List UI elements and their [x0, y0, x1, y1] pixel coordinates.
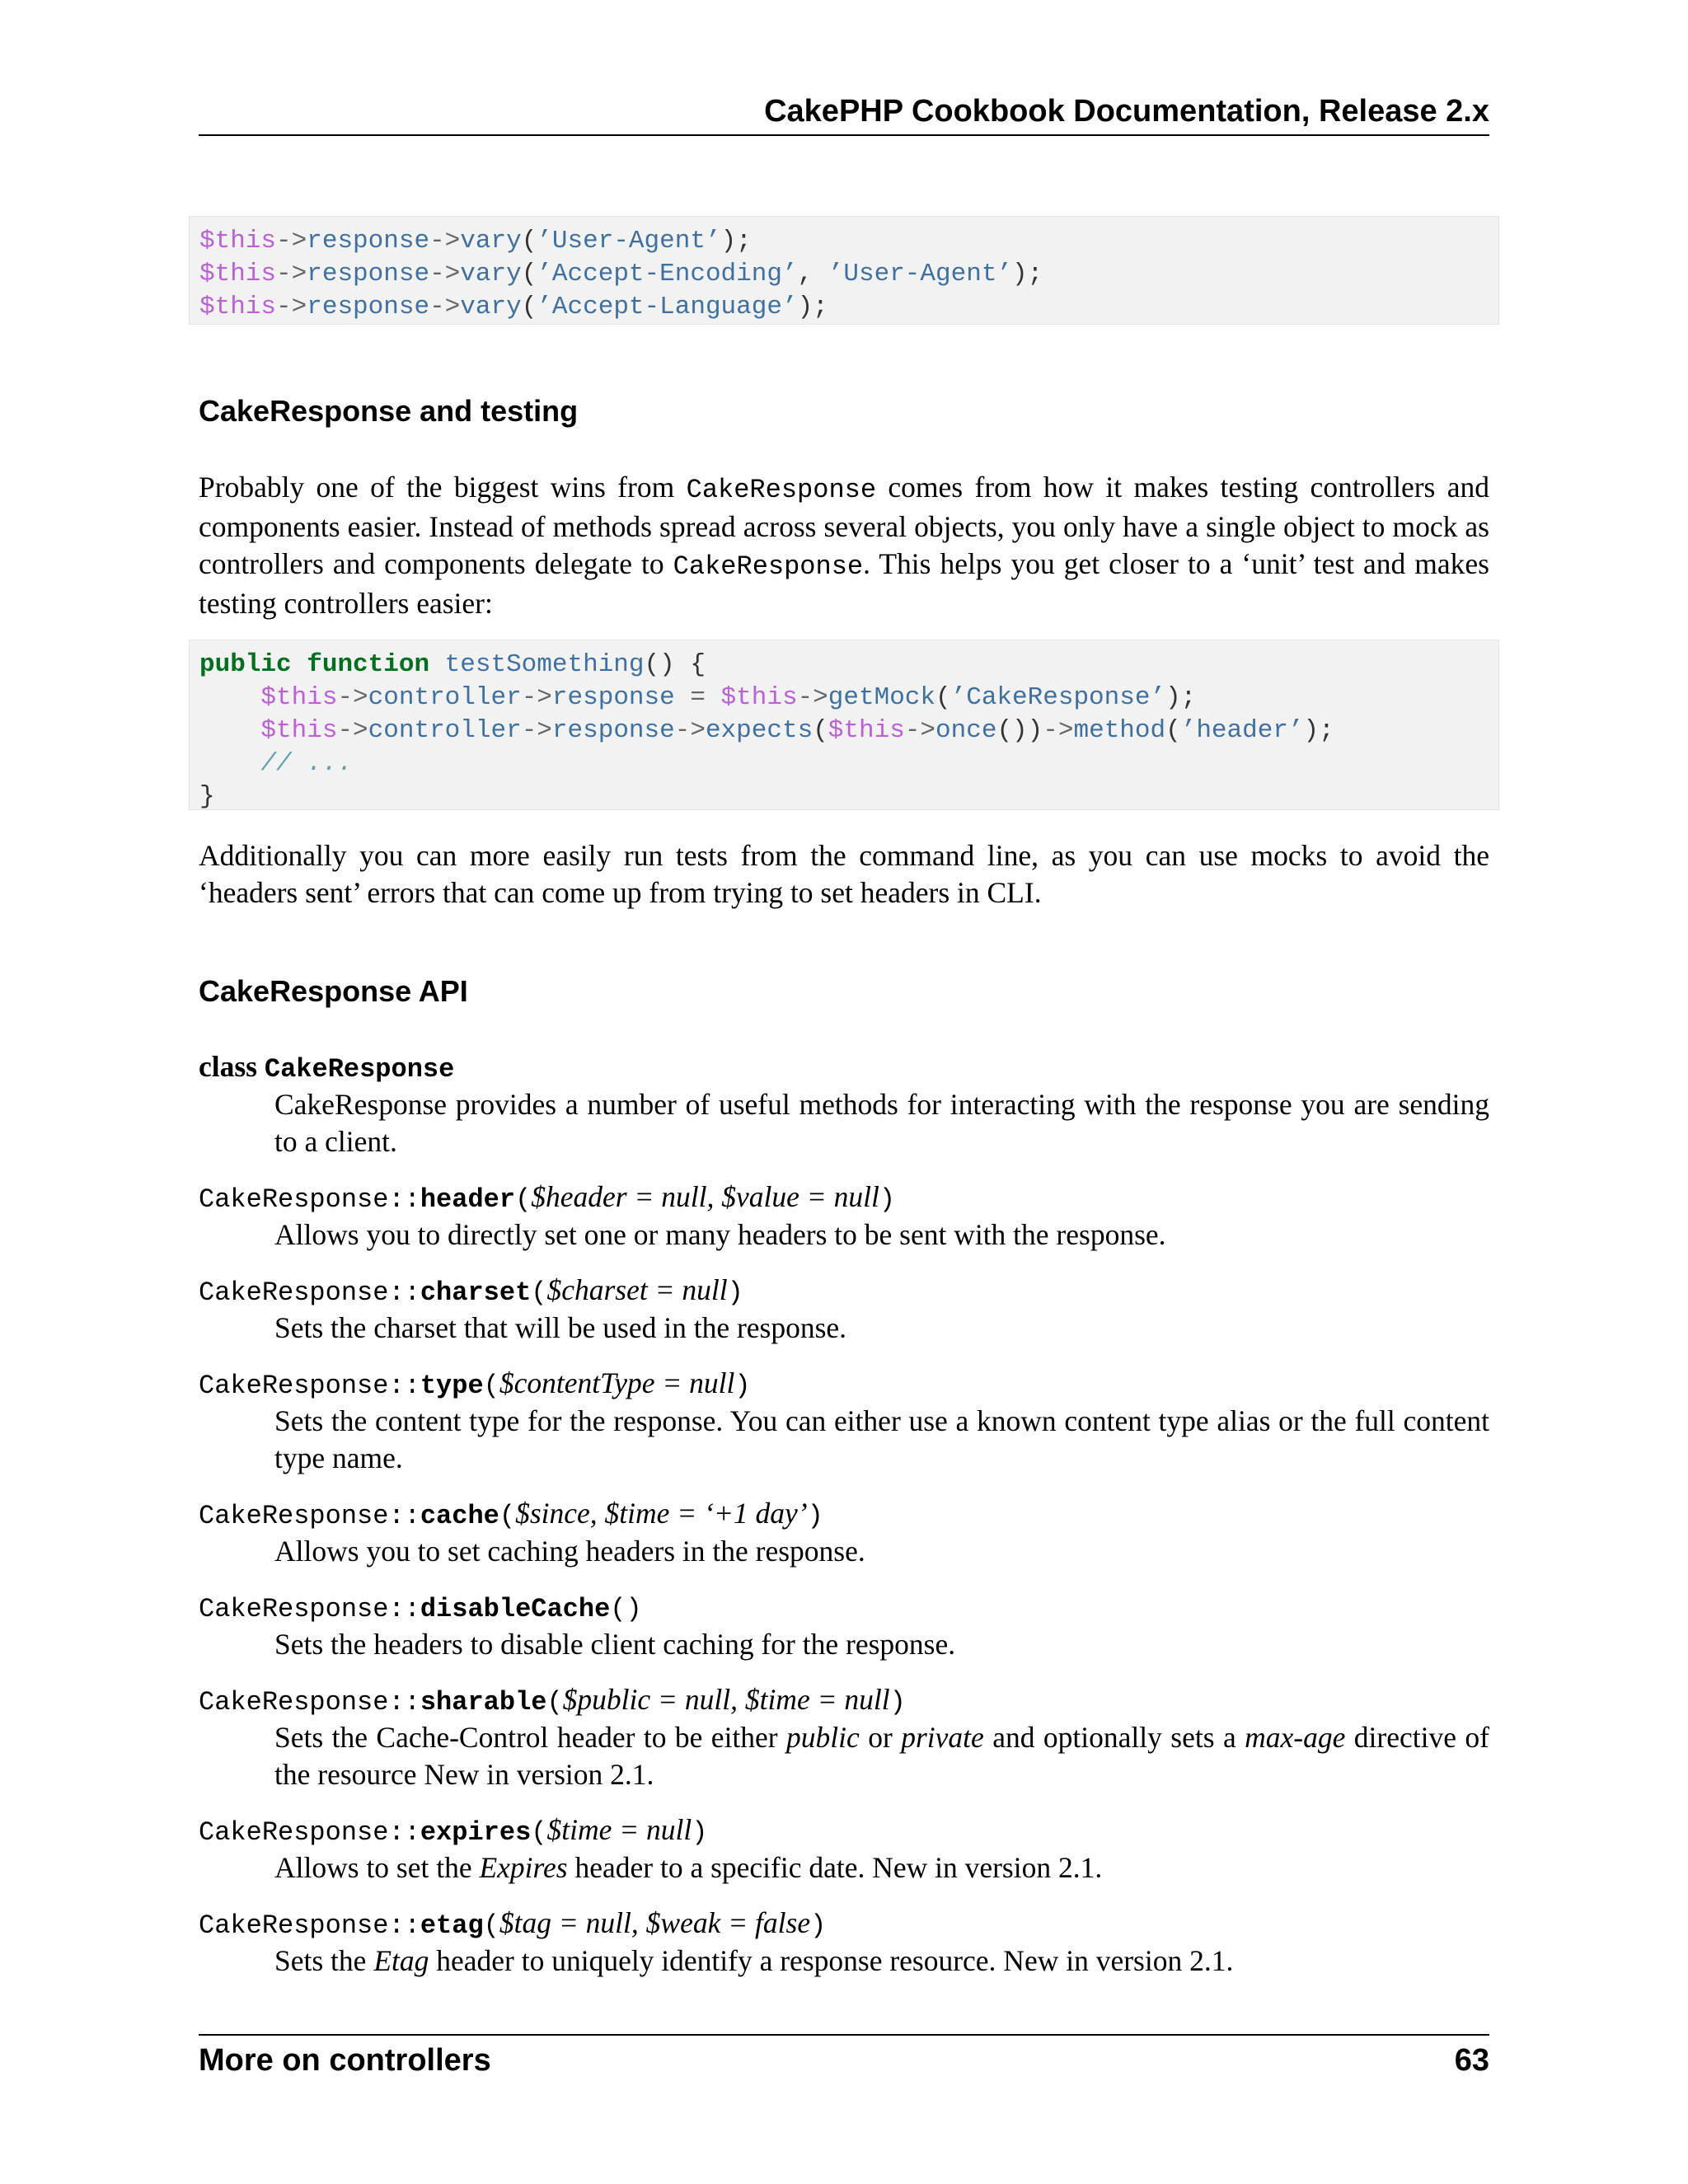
method-args: $header = null, $value = null	[531, 1180, 879, 1213]
code-token: $this	[199, 293, 277, 321]
paren: )	[734, 1371, 751, 1401]
emphasis: Etag	[373, 1944, 429, 1977]
paren: (	[483, 1371, 499, 1401]
code-line	[199, 258, 1498, 291]
code-token: );	[797, 293, 828, 321]
code-token: response	[551, 683, 675, 712]
paren: )	[626, 1594, 642, 1624]
class-keyword: class	[199, 1050, 265, 1083]
code-token: getMock	[828, 683, 936, 712]
text-run: . This helps you get closer to a ‘unit’ test and makes testing controllers easier:	[199, 547, 1489, 620]
code-token: once	[935, 716, 997, 745]
method-name: expires	[420, 1817, 532, 1848]
method-description: Sets the charset that will be used in the response.	[274, 1311, 847, 1344]
paren: (	[531, 1817, 547, 1848]
running-header-title: CakePHP Cookbook Documentation, Release 2.x	[764, 94, 1489, 129]
code-token: ->	[797, 683, 828, 712]
code-token: vary	[460, 260, 522, 288]
method-description	[274, 1943, 1489, 1980]
code-line	[199, 225, 1498, 258]
method-name: cache	[420, 1501, 499, 1531]
code-token: response	[307, 227, 430, 255]
text-run: directive of the resource New in version 2.1.	[274, 1721, 1489, 1791]
text-run: or	[859, 1721, 902, 1754]
paren: (	[515, 1184, 532, 1215]
code-token: method	[1073, 716, 1166, 745]
method-description: Allows you to directly set one or many headers to be sent with the response.	[274, 1218, 1166, 1251]
code-token: ->	[276, 260, 307, 288]
paren: )	[807, 1501, 823, 1531]
code-token: ->	[429, 260, 461, 288]
method-args: $public = null, $time = null	[562, 1683, 890, 1716]
footer-section-title: More on controllers	[199, 2043, 491, 2078]
paren: )	[727, 1277, 743, 1308]
code-token: $this	[199, 227, 277, 255]
code-token: ->	[429, 227, 461, 255]
emphasis: Expires	[479, 1851, 568, 1884]
method-name: disableCache	[420, 1594, 611, 1624]
method-name: header	[420, 1184, 516, 1215]
code-token: ,	[797, 260, 828, 288]
method-description: Allows you to set caching headers in the response.	[274, 1535, 865, 1568]
code-token: vary	[460, 227, 522, 255]
paren: (	[483, 1910, 499, 1941]
text-run: Allows to set the	[274, 1851, 480, 1884]
method-name: type	[420, 1371, 484, 1401]
text-run: header to uniquely identify a response resource. New in version 2.1.	[429, 1944, 1234, 1977]
code-token: ->	[429, 293, 461, 321]
code-token: (	[935, 683, 951, 712]
code-token: );	[1165, 683, 1197, 712]
method-signature-type	[199, 1366, 751, 1401]
code-token: (	[1165, 716, 1181, 745]
page-number: 63	[1454, 2043, 1489, 2078]
code-line	[199, 780, 1498, 813]
header-rule	[199, 134, 1489, 136]
code-line	[199, 291, 1498, 324]
method-signature-expires	[199, 1812, 707, 1848]
code-token: $this	[828, 716, 905, 745]
code-token: response	[307, 260, 430, 288]
code-token: function	[307, 650, 430, 679]
code-token: }	[199, 782, 215, 811]
method-args: $tag = null, $weak = false	[499, 1906, 811, 1939]
code-token: ->	[337, 683, 368, 712]
class-signature	[199, 1049, 454, 1085]
code-block-vary	[189, 216, 1499, 325]
code-token: (	[521, 293, 537, 321]
code-token: public	[199, 650, 292, 679]
paren: )	[889, 1687, 906, 1718]
method-prefix: CakeResponse::	[199, 1910, 420, 1941]
code-token: ->	[521, 716, 552, 745]
method-name: etag	[420, 1910, 484, 1941]
method-description	[274, 1719, 1489, 1793]
code-token: (	[813, 716, 828, 745]
method-prefix: CakeResponse::	[199, 1687, 420, 1718]
paren: )	[810, 1910, 827, 1941]
paren: (	[531, 1277, 547, 1308]
emphasis: public	[786, 1721, 860, 1754]
code-line	[199, 649, 1498, 682]
paren: (	[610, 1594, 626, 1624]
code-token: ())	[996, 716, 1043, 745]
code-token: ’CakeResponse’	[950, 683, 1166, 712]
method-prefix: CakeResponse::	[199, 1277, 420, 1308]
code-token: controller	[368, 716, 522, 745]
method-signature-sharable	[199, 1682, 906, 1718]
code-token: ->	[276, 227, 307, 255]
code-token: vary	[460, 293, 522, 321]
text-run: comes from how it makes testing controllers and components easier. Instead of methods spread across several objects, you only have a single object to mock as controllers and components delegate to	[199, 471, 1489, 580]
paren: )	[879, 1184, 896, 1215]
code-token: $this	[260, 716, 338, 745]
method-signature-disablecache	[199, 1589, 642, 1624]
code-token: response	[307, 293, 430, 321]
code-token: ’Accept-Language’	[537, 293, 798, 321]
code-token: ->	[674, 716, 706, 745]
text-run: Sets the Cache-Control header to be either	[274, 1721, 787, 1754]
code-token: $this	[260, 683, 338, 712]
code-token: ’header’	[1180, 716, 1304, 745]
code-token: );	[1012, 260, 1043, 288]
paragraph-cli-tests: Additionally you can more easily run tests from the command line, as you can use mocks to avoid the ‘headers sent’ errors that can come up from trying to set headers in CLI.	[199, 839, 1489, 909]
method-name: charset	[420, 1277, 532, 1308]
code-token: ->	[337, 716, 368, 745]
code-line	[199, 715, 1498, 748]
code-token: ->	[904, 716, 936, 745]
paren: )	[692, 1817, 708, 1848]
class-description: CakeResponse provides a number of useful methods for interacting with the response you are sending to a client.	[274, 1088, 1489, 1158]
method-description: Sets the headers to disable client caching for the response.	[274, 1628, 956, 1661]
code-token: response	[551, 716, 675, 745]
method-prefix: CakeResponse::	[199, 1184, 420, 1215]
code-token: ->	[1043, 716, 1074, 745]
code-token: ’User-Agent’	[537, 227, 721, 255]
code-line	[199, 682, 1498, 715]
method-description: Sets the content type for the response. You can either use a known content type alias or the full content type name.	[274, 1404, 1489, 1474]
code-token: (	[521, 260, 537, 288]
code-token: ->	[276, 293, 307, 321]
code-token: expects	[705, 716, 814, 745]
text-run: Probably one of the biggest wins from	[199, 471, 687, 504]
method-signature-etag	[199, 1905, 826, 1941]
code-block-test	[189, 640, 1499, 810]
code-token: ’User-Agent’	[828, 260, 1013, 288]
text-run: Sets the	[274, 1944, 374, 1977]
method-signature-charset	[199, 1272, 743, 1308]
method-args: $since, $time = ‘+1 day’	[515, 1497, 808, 1530]
section-heading-api: CakeResponse API	[199, 974, 468, 1008]
code-comment: // ...	[260, 749, 354, 778]
paren: (	[499, 1501, 516, 1531]
code-token: ’Accept-Encoding’	[537, 260, 798, 288]
code-token: testSomething	[444, 650, 645, 679]
method-args: $time = null	[546, 1813, 692, 1846]
code-token: (	[521, 227, 537, 255]
code-token: $this	[199, 260, 277, 288]
paren: (	[546, 1687, 563, 1718]
method-prefix: CakeResponse::	[199, 1371, 420, 1401]
footer-rule	[199, 2034, 1489, 2036]
inline-code: CakeResponse	[673, 551, 864, 582]
method-prefix: CakeResponse::	[199, 1594, 420, 1624]
code-token: ->	[521, 683, 552, 712]
code-token: =	[674, 683, 721, 712]
method-signature-cache	[199, 1496, 823, 1531]
method-args: $charset = null	[546, 1273, 728, 1306]
emphasis: max-age	[1245, 1721, 1346, 1754]
code-token: controller	[368, 683, 522, 712]
inline-code: CakeResponse	[686, 475, 877, 505]
method-args: $contentType = null	[499, 1366, 735, 1399]
class-name: CakeResponse	[264, 1054, 455, 1085]
text-run: and optionally sets a	[983, 1721, 1245, 1754]
paragraph-testing-intro	[199, 469, 1489, 622]
section-heading-testing: CakeResponse and testing	[199, 394, 579, 428]
emphasis: private	[901, 1721, 984, 1754]
code-token: );	[1303, 716, 1334, 745]
code-line	[199, 748, 1498, 780]
method-description	[274, 1849, 1489, 1886]
method-name: sharable	[420, 1687, 547, 1718]
code-token: );	[720, 227, 752, 255]
code-token: $this	[720, 683, 798, 712]
method-prefix: CakeResponse::	[199, 1817, 420, 1848]
method-prefix: CakeResponse::	[199, 1501, 420, 1531]
method-signature-header	[199, 1179, 895, 1215]
text-run: header to a specific date. New in version 2.1.	[567, 1851, 1103, 1884]
code-token: () {	[644, 650, 706, 679]
